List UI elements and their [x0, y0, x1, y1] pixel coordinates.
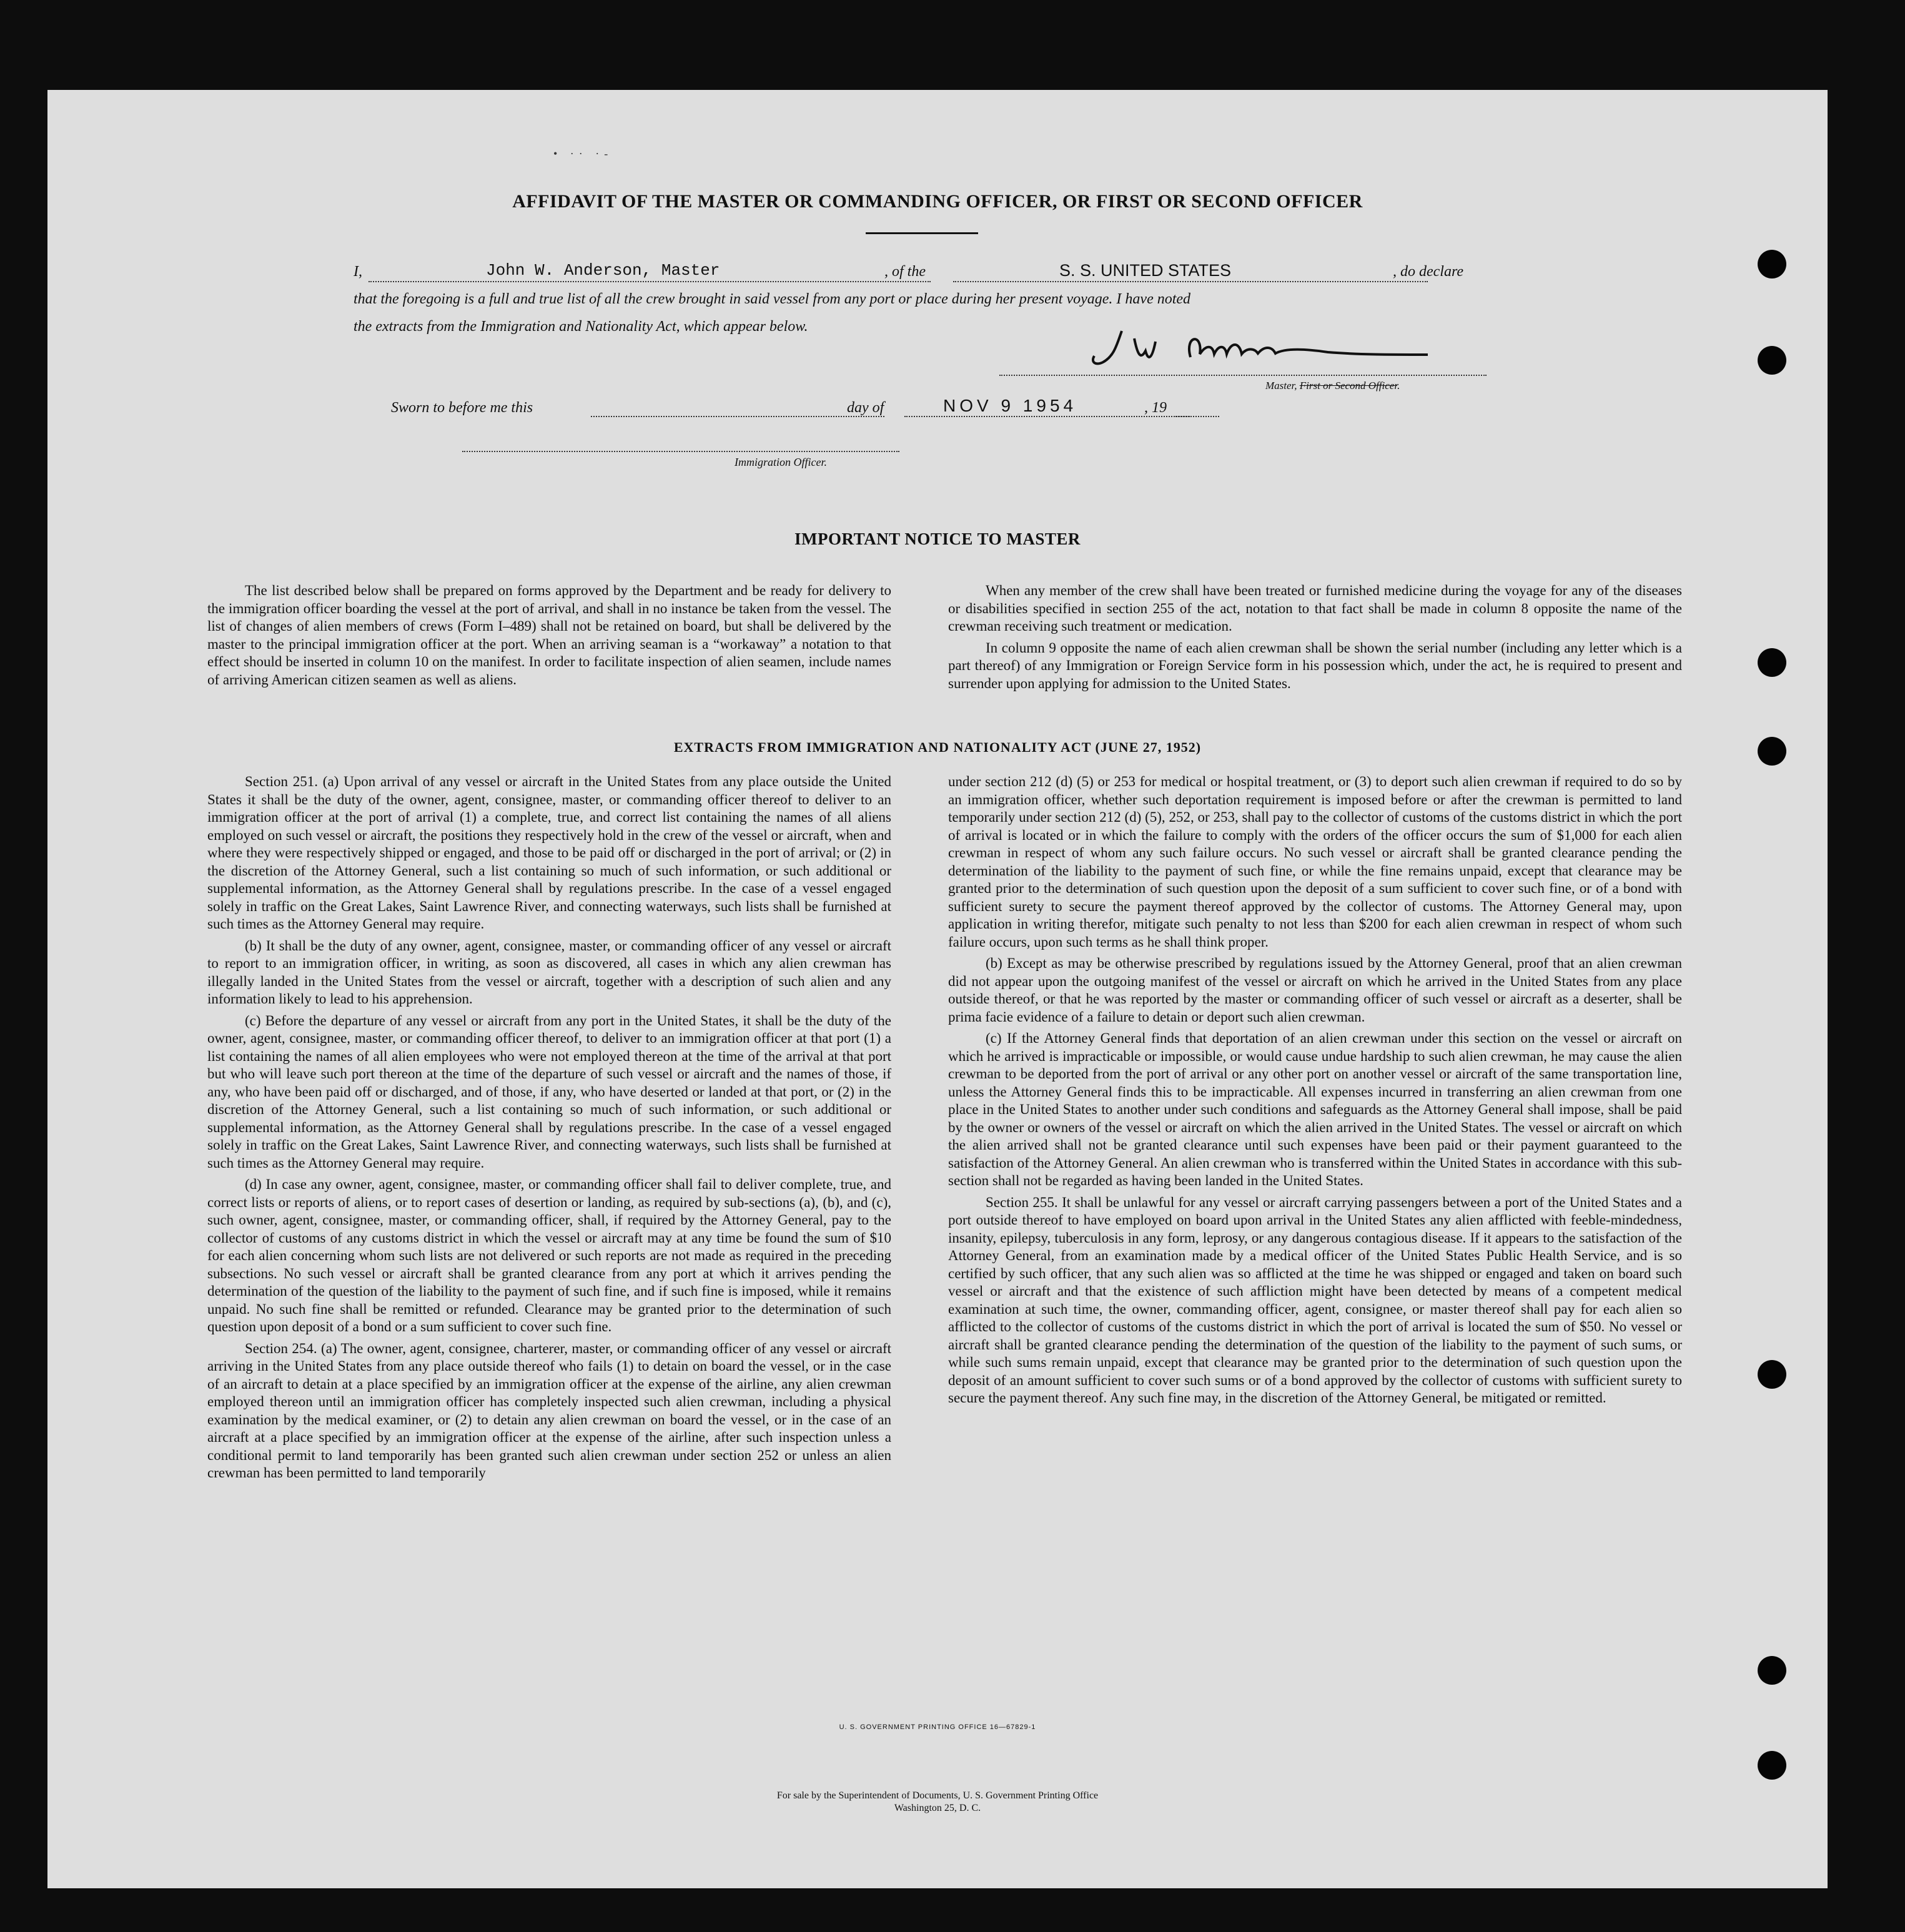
section-254-c: (c) If the Attorney General finds that deportation of an alien crewman under this section on the vessel or aircraft on which he arrived is impracticable or impossible, or would cause undue hardship to such alien crewman, he may cause the alien crewman to be deported from the port of arrival or any other port on another vessel or aircraft of the same transportation line, unless the Attorney General finds this to be impracticable. All expenses incurred in transferring an alien crewman from one place in the United States to another under such conditions and safeguards as the Attorney General shall impose, shall be paid by the owner or owners of the vessel or aircraft on which the alien arrived in the United States. The vessel or aircraft on which the alien arrived shall not be granted clearance until such expenses have been paid or their payment guaranteed to the satisfaction of the Attorney General. An alien crewman who is transferred within the United States in accordance with this sub-section shall not be regarded as having been landed in the United States. [948, 1030, 1682, 1188]
officer-signature-line [462, 451, 899, 452]
gpo-imprint: U. S. GOVERNMENT PRINTING OFFICE 16—67829-1 [839, 1723, 1036, 1731]
sale-notice-line-2: Washington 25, D. C. [894, 1803, 981, 1813]
section-255: Section 255. It shall be unlawful for any vessel or aircraft carrying passengers between a port of the United States and a port outside thereof to have employed on board upon arrival in the United States any alien afflicted with feeble-mindedness, insanity, epilepsy, tuberculosis in any form, leprosy, or any dangerous contagious disease. If it appears to the satisfaction of the Attorney General, from an examination made by a medical officer of the United States Public Health Service, and is so certified by such officer, that any such alien was so afflicted at the time he was shipped or engaged and taken on board such vessel or aircraft and that the existence of such affliction might have been detected by means of a competent medical examination at such time, the owner, commanding officer, agent, consignee, or master thereof shall pay for each alien so afflicted to the collector of customs of the customs district in which the port of arrival is located the sum of $50. No vessel or aircraft shall be granted clearance pending the determination of the question of the liability to the payment of such sums, or while such sums remain unpaid, except that clearance may be granted prior to the determination of such question upon the deposit of an amount sufficient to cover such sums or of a bond approved by the collector of customs with sufficient surety to secure the payment thereof. Any such fine may, in the discretion of the Attorney General, be mitigated or remitted. [948, 1194, 1682, 1406]
affidavit-line-2: that the foregoing is a full and true list of all the crew brought in said vessel from any port or place during her present voyage. I have noted [354, 291, 1191, 307]
notice-right-paragraph-2: In column 9 opposite the name of each alien crewman shall be shown the serial number (including any letter which is a part thereof) of any Immigration or Foreign Service form in his possession which, under the act, he is required to present and surrender upon applying for admission to the United States. [948, 639, 1682, 691]
section-251-b: (b) It shall be the duty of any owner, agent, consignee, master, or commanding officer of any vessel or aircraft to report to an immigration officer, in writing, as soon as discovered, all cases in which any alien crewman has illegally landed in the United States from the vessel or aircraft, together with a description of such alien and any information likely to lead to his apprehension. [207, 937, 891, 1007]
vessel-name-field: S. S. UNITED STATES [1059, 261, 1232, 280]
date-stamp: NOV 9 1954 [943, 396, 1077, 415]
section-254-a-continued: under section 212 (d) (5) or 253 for medical or hospital treatment, or (3) to deport such alien crewman if required to do so by an immigration officer, whether such deportation requirement is imposed before or after the crewman is permitted to land temporarily under section 212 (d) (5), 252, or 253, shall pay to the collector of customs of the customs district in which the port of arrival is located or in which the failure to comply with the orders of the officer occurs the sum of $1,000 for each alien crewman in respect of whom any such failure occurs. No such vessel or aircraft shall be granted clearance pending the determination of the liability to the payment of such fine, or while the fine remains unpaid, except that clearance may be granted prior to the determination of such question upon the deposit of a sum sufficient to cover such fine, or of a bond with sufficient surety to secure the payment thereof approved by the collector of customs. The Attorney General may, upon application in writing therefor, mitigate such penalty to not less than $200 for each alien crewman in respect of whom such failure occurs, upon such terms as he shall think proper. [948, 774, 1682, 950]
extracts-title: EXTRACTS FROM IMMIGRATION AND NATIONALITY ACT (JUNE 27, 1952) [673, 739, 1202, 755]
sale-notice-line-1: For sale by the Superintendent of Documents, U. S. Government Printing Office [776, 1790, 1099, 1801]
struck-officer-label: First or Second Officer [1299, 380, 1398, 392]
notice-title: IMPORTANT NOTICE TO MASTER [794, 530, 1081, 548]
sale-notice [47, 1790, 1828, 1815]
header-mark: • ·· ·- [553, 147, 613, 160]
section-251-a: Section 251. (a) Upon arrival of any vessel or aircraft in the United States from any place outside the United States it shall be the duty of the owner, agent, consignee, master, or commanding officer thereof to deliver to an immigration officer at the port of arrival (1) a complete, true, and correct list containing the names of all aliens employed on such vessel or aircraft, the positions they respectively hold in the crew of the vessel or aircraft, when and where they were respectively shipped or engaged, and those to be paid off or discharged in the port of arrival; or (2) in the discretion of the Attorney General, such a list containing so much of such information, or such additional or supplemental information, as the Attorney General shall by regulations prescribe. In the case of a vessel engaged solely in traffic on the Great Lakes, Saint Lawrence River, and connecting waterways, such lists shall be furnished at such times as the Attorney General may require. [207, 774, 891, 932]
title-rule [866, 232, 978, 234]
affidavit-title: AFFIDAVIT OF THE MASTER OR COMMANDING OFFICER, OR FIRST OR SECOND OFFICER [512, 191, 1363, 212]
punch-hole [1758, 1360, 1786, 1389]
name-line [369, 281, 931, 282]
punch-hole [1758, 1751, 1786, 1780]
punch-hole [1758, 1656, 1786, 1685]
notice-left-column [207, 582, 891, 692]
notice-right-paragraph-1: When any member of the crew shall have been treated or furnished medicine during the voyage for any of the diseases or disabilities specified in section 255 of the act, notation to that fact shall be made in column 8 opposite the name of the crewman receiving such treatment or medication. [948, 583, 1682, 634]
punch-hole [1758, 250, 1786, 278]
master-name-field: John W. Anderson, Master [486, 261, 720, 280]
notice-left-paragraph: The list described below shall be prepared on forms approved by the Department and be ready for delivery to the immigration officer boarding the vessel at the port of arrival, and shall in no instance be taken from the vessel. The list of changes of alien members of crews (Form I–489) shall not be retained on board, but shall be delivered by the master to the principal immigration officer at the port. When an arriving seaman is a “workaway” a notation to that effect should be inserted in column 10 on the manifest. In order to facilitate inspection of alien seamen, include names of arriving American citizen seamen as well as aliens. [207, 583, 891, 688]
punch-hole [1758, 648, 1786, 677]
master-label: Master, First or Second Officer. [1265, 380, 1400, 392]
section-251-d: (d) In case any owner, agent, consignee, master, or commanding officer shall fail to deliver complete, true, and correct lists or reports of aliens, or to report cases of desertion or landing, as required by sub-sections (a), (b), and (c), such owner, agent, consignee, master, or commanding officer, shall, if required by the Attorney General, pay to the collector of customs of any customs district in which the vessel or aircraft may at any time be found the sum of $10 for each alien concerning whom such lists are not delivered or such reports are not made as required in the preceding subsections. No such vessel or aircraft shall be granted clearance from any port at which it arrives pending the determination of the question of the liability to the payment of such fine, and if such fine is imposed, while it remains unpaid. No such fine shall be remitted or refunded. Clearance may be granted prior to the determination of such question upon deposit of a bond or a sum sufficient to cover such fine. [207, 1176, 891, 1334]
sworn-day-line [591, 416, 884, 417]
master-label-text: Master, [1265, 380, 1297, 392]
year-line [1175, 416, 1219, 417]
section-254-b: (b) Except as may be otherwise prescribed by regulations issued by the Attorney General, proof that an alien crewman did not appear upon the outgoing manifest of the vessel or aircraft on which he arrived in the United States from any place outside thereof, or that he was reported by the master or commanding officer of such vessel or aircraft as a deserter, shall be prima facie evidence of a failure to detain or deport such alien crewman. [948, 955, 1682, 1025]
sworn-label: Sworn to before me this [391, 400, 533, 416]
affidavit-prefix: I, [354, 264, 362, 280]
signature-image [1078, 326, 1453, 370]
year-prefix: , 19 [1144, 400, 1167, 416]
officer-label: Immigration Officer. [735, 456, 827, 468]
day-of-label: day of [847, 400, 884, 416]
signature-line [999, 375, 1487, 376]
section-254-a: Section 254. (a) The owner, agent, consignee, charterer, master, or commanding officer of any vessel or aircraft arriving in the United States from any place outside thereof who fails (1) to detain on board the vessel, or in the case of an aircraft to detain at a place specified by an immigration officer at the expense of the airline, any alien crewman employed thereon until an immigration officer has completely inspected such alien crewman, including a physical examination by the medical examiner, or (2) to detain any alien crewman on board the vessel, or in the case of an aircraft at a place specified by an immigration officer at the expense of the airline, after such inspection unless a conditional permit to land temporarily has been granted such alien crewman under section 252 or unless an alien crewman has been permitted to land temporarily [207, 1340, 891, 1481]
do-declare-label: , do declare [1393, 264, 1464, 280]
notice-right-column [948, 582, 1682, 696]
punch-hole [1758, 737, 1786, 766]
punch-hole [1758, 346, 1786, 375]
of-the-label: , of the [884, 264, 926, 280]
section-251-c: (c) Before the departure of any vessel or aircraft from any port in the United States, it shall be the duty of the owner, agent, consignee, master, or commanding officer thereof, to deliver to an immigration officer at that port (1) a list containing the names of all alien employees who were not employed thereon at the time of the arrival at that port but who will leave such port thereon at the time of the departure of such vessel or aircraft and the names of those, if any, who have been paid off or discharged, and of those, if any, who have deserted or landed at that port, or (2) in the discretion of the Attorney General, such a list containing so much of such information, or such additional or supplemental information, as the Attorney General shall by regulations prescribe. In the case of a vessel engaged solely in traffic on the Great Lakes, Saint Lawrence River, and connecting waterways, such lists shall be furnished at such times as the Attorney General may require. [207, 1012, 891, 1171]
extracts-right-column [948, 773, 1682, 1411]
document-page [47, 90, 1828, 1888]
vessel-line [953, 281, 1428, 282]
affidavit-line-3: the extracts from the Immigration and Nationality Act, which appear below. [354, 318, 808, 335]
extracts-left-column [207, 773, 891, 1486]
